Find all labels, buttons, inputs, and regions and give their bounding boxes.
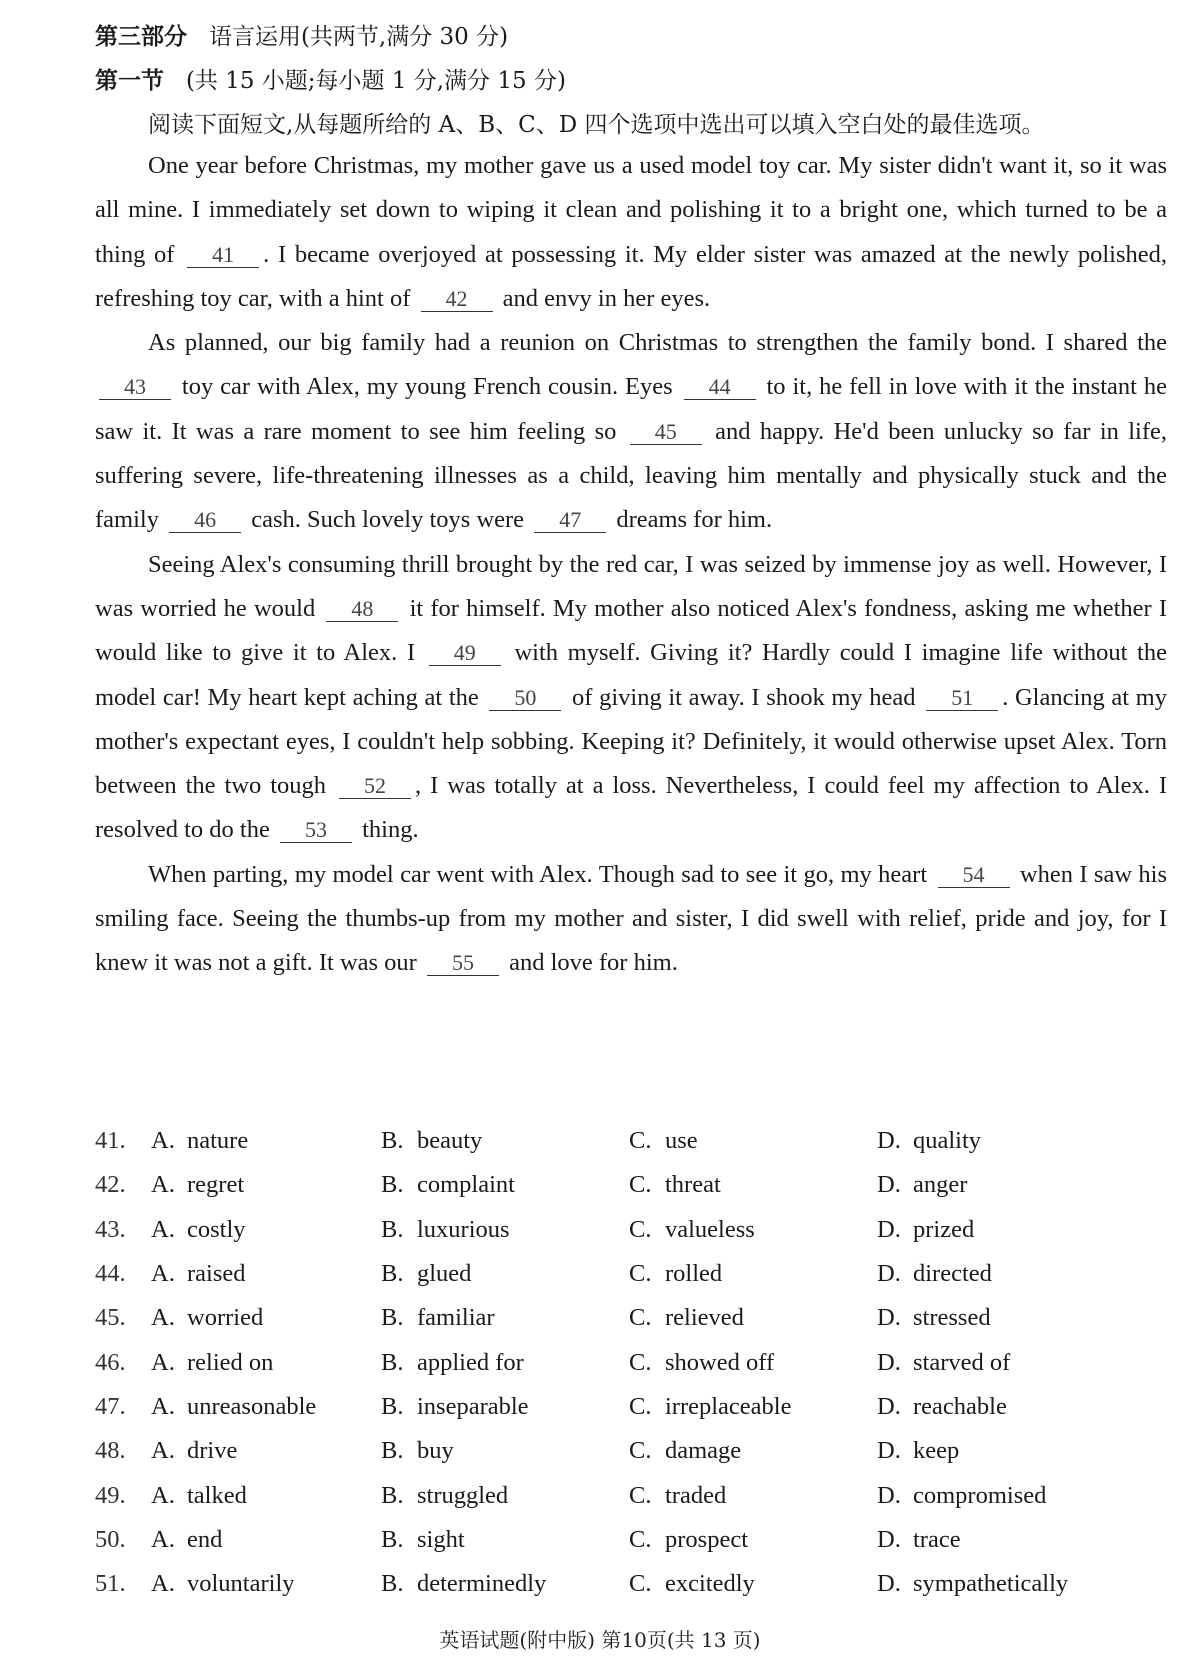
- option-letter: C.: [629, 1481, 652, 1509]
- part-heading: [95, 18, 508, 51]
- option-text: prized: [913, 1215, 975, 1243]
- option-text: compromised: [913, 1481, 1047, 1509]
- option-text: familiar: [417, 1304, 495, 1332]
- blank-53: 53: [280, 818, 352, 843]
- option-a: [151, 1171, 381, 1199]
- option-d: [877, 1216, 1137, 1244]
- part-title: 第三部分: [95, 24, 187, 50]
- option-c: [629, 1260, 877, 1288]
- option-a: [151, 1216, 381, 1244]
- paragraph-4: [95, 853, 1167, 986]
- option-letter: A.: [151, 1348, 175, 1376]
- option-a: [151, 1304, 381, 1332]
- option-b: [381, 1349, 629, 1377]
- option-letter: B.: [381, 1304, 404, 1332]
- question-number: 50.: [95, 1525, 126, 1553]
- passage-text: it for himself. My mother also noticed Alex's fondness, asking me whether I would like to give it to Alex. I: [95, 594, 1167, 667]
- option-letter: B.: [381, 1392, 404, 1420]
- blank-49: 49: [429, 641, 501, 666]
- question-row: [95, 1429, 1175, 1473]
- option-d: [877, 1304, 1137, 1332]
- option-text: use: [665, 1127, 698, 1155]
- option-b: [381, 1393, 629, 1421]
- section-heading: [95, 62, 566, 95]
- question-row: [95, 1119, 1175, 1163]
- option-text: starved of: [913, 1348, 1011, 1376]
- option-text: talked: [187, 1481, 247, 1509]
- option-a: [151, 1437, 381, 1465]
- option-letter: C.: [629, 1127, 652, 1155]
- option-text: worried: [187, 1304, 264, 1332]
- option-letter: D.: [877, 1127, 901, 1155]
- option-text: threat: [665, 1171, 721, 1199]
- question-row: [95, 1252, 1175, 1296]
- option-d: [877, 1171, 1137, 1199]
- option-text: costly: [187, 1215, 246, 1243]
- question-row: [95, 1518, 1175, 1562]
- option-b: [381, 1304, 629, 1332]
- option-letter: D.: [877, 1171, 901, 1199]
- passage-text: dreams for him.: [610, 506, 773, 534]
- option-text: trace: [913, 1525, 961, 1553]
- option-letter: B.: [381, 1171, 404, 1199]
- option-text: traded: [665, 1481, 727, 1509]
- option-d: [877, 1349, 1137, 1377]
- option-c: [629, 1349, 877, 1377]
- passage-text: , I was totally at a loss. Nevertheless, I could feel my affection to Alex. I resolved to do the: [95, 772, 1167, 844]
- option-letter: C.: [629, 1525, 652, 1553]
- option-letter: A.: [151, 1481, 175, 1509]
- option-letter: C.: [629, 1260, 652, 1288]
- option-a: [151, 1526, 381, 1554]
- option-letter: C.: [629, 1304, 652, 1332]
- option-b: [381, 1127, 629, 1155]
- option-letter: A.: [151, 1392, 175, 1420]
- passage-text: thing.: [356, 816, 419, 844]
- option-text: valueless: [665, 1215, 755, 1243]
- question-row: [95, 1296, 1175, 1340]
- blank-42: 42: [421, 287, 493, 312]
- question-row: [95, 1473, 1175, 1517]
- option-d: [877, 1570, 1137, 1598]
- option-letter: D.: [877, 1392, 901, 1420]
- question-number: 41.: [95, 1127, 126, 1155]
- option-text: relieved: [665, 1304, 744, 1332]
- option-text: quality: [913, 1127, 982, 1155]
- option-text: excitedly: [665, 1570, 755, 1598]
- option-c: [629, 1526, 877, 1554]
- blank-41: 41: [187, 243, 259, 268]
- question-number: 51.: [95, 1570, 126, 1598]
- option-text: beauty: [417, 1127, 483, 1155]
- blank-50: 50: [489, 686, 561, 711]
- option-text: drive: [187, 1437, 238, 1465]
- option-text: showed off: [665, 1348, 775, 1376]
- paragraph-2: [95, 321, 1167, 542]
- option-text: complaint: [417, 1171, 515, 1199]
- option-text: end: [187, 1525, 223, 1553]
- blank-45: 45: [630, 420, 702, 445]
- option-a: [151, 1127, 381, 1155]
- option-c: [629, 1171, 877, 1199]
- question-number: 44.: [95, 1260, 126, 1288]
- option-text: nature: [187, 1127, 249, 1155]
- option-letter: B.: [381, 1215, 404, 1243]
- option-c: [629, 1127, 877, 1155]
- option-b: [381, 1260, 629, 1288]
- blank-43: 43: [99, 375, 171, 400]
- option-c: [629, 1393, 877, 1421]
- option-letter: D.: [877, 1481, 901, 1509]
- option-letter: A.: [151, 1570, 175, 1598]
- option-d: [877, 1482, 1137, 1510]
- option-letter: B.: [381, 1127, 404, 1155]
- blank-55: 55: [427, 951, 499, 976]
- option-letter: B.: [381, 1260, 404, 1288]
- question-number: 47.: [95, 1392, 126, 1420]
- passage-text: to it, he fell in love with it the instant he saw it. It was a rare moment to see him feeling so: [95, 373, 1167, 445]
- answer-options: [95, 1119, 1175, 1606]
- option-text: unreasonable: [187, 1392, 317, 1420]
- option-letter: B.: [381, 1437, 404, 1465]
- blank-48: 48: [326, 597, 398, 622]
- blank-54: 54: [938, 863, 1010, 888]
- option-text: stressed: [913, 1304, 991, 1332]
- option-c: [629, 1482, 877, 1510]
- option-c: [629, 1216, 877, 1244]
- passage-text: When parting, my model car went with Alex. Though sad to see it go, my heart: [148, 860, 934, 888]
- option-b: [381, 1570, 629, 1598]
- option-text: directed: [913, 1260, 992, 1288]
- question-row: [95, 1163, 1175, 1207]
- option-text: damage: [665, 1437, 742, 1465]
- option-a: [151, 1482, 381, 1510]
- section-info: (共 15 小题;每小题 1 分,满分 15 分): [185, 68, 566, 94]
- passage-text: . I became overjoyed at possessing it. My elder sister was amazed at the newly polished, refreshing toy car, with a hint of: [95, 240, 1167, 312]
- option-letter: B.: [381, 1348, 404, 1376]
- option-letter: C.: [629, 1437, 652, 1465]
- passage-text: with myself. Giving it? Hardly could I imagine life without the model car! My heart kept aching at the: [95, 639, 1167, 711]
- option-letter: D.: [877, 1215, 901, 1243]
- option-letter: D.: [877, 1570, 901, 1598]
- option-text: sight: [417, 1525, 465, 1553]
- blank-44: 44: [684, 375, 756, 400]
- option-text: irreplaceable: [665, 1392, 792, 1420]
- passage-text: cash. Such lovely toys were: [245, 506, 531, 534]
- option-text: regret: [187, 1171, 245, 1199]
- option-letter: D.: [877, 1437, 901, 1465]
- option-letter: A.: [151, 1127, 175, 1155]
- option-b: [381, 1216, 629, 1244]
- option-text: relied on: [187, 1348, 274, 1376]
- option-b: [381, 1171, 629, 1199]
- option-letter: A.: [151, 1437, 175, 1465]
- option-c: [629, 1304, 877, 1332]
- passage-text: One year before Christmas, my mother gave us a used model toy car. My sister didn't want it, so it was all mine. I immediately set down to wiping it clean and polishing it to a bright one, which turned to be a thing of: [95, 152, 1167, 268]
- option-b: [381, 1437, 629, 1465]
- option-letter: A.: [151, 1260, 175, 1288]
- option-text: buy: [417, 1437, 454, 1465]
- instruction: 阅读下面短文,从每题所给的 A、B、C、D 四个选项中选出可以填入空白处的最佳选项。: [148, 112, 1045, 138]
- passage-text: and happy. He'd been unlucky so far in life, suffering severe, life-threatening illnesses as a child, leaving him mentally and physically stuck and the family: [95, 417, 1168, 534]
- option-a: [151, 1393, 381, 1421]
- option-b: [381, 1482, 629, 1510]
- option-d: [877, 1127, 1137, 1155]
- option-letter: C.: [629, 1348, 652, 1376]
- option-letter: D.: [877, 1348, 901, 1376]
- passage: [95, 144, 1167, 986]
- option-text: voluntarily: [187, 1570, 295, 1598]
- passage-text: Seeing Alex's consuming thrill brought by the red car, I was seized by immense joy as well. However, I was worried he would: [95, 550, 1167, 622]
- option-text: sympathetically: [913, 1570, 1069, 1598]
- option-text: luxurious: [417, 1215, 510, 1243]
- section-title: 第一节: [95, 68, 164, 94]
- passage-text: of giving it away. I shook my head: [565, 683, 923, 711]
- option-text: anger: [913, 1171, 968, 1199]
- paragraph-3: [95, 543, 1167, 853]
- option-text: struggled: [417, 1481, 509, 1509]
- blank-46: 46: [169, 508, 241, 533]
- option-d: [877, 1526, 1137, 1554]
- option-text: rolled: [665, 1260, 723, 1288]
- blank-47: 47: [534, 508, 606, 533]
- paragraph-1: [95, 144, 1167, 321]
- option-d: [877, 1437, 1137, 1465]
- question-number: 49.: [95, 1481, 126, 1509]
- option-letter: B.: [381, 1481, 404, 1509]
- question-number: 46.: [95, 1348, 126, 1376]
- passage-text: and love for him.: [502, 949, 678, 977]
- option-c: [629, 1570, 877, 1598]
- option-letter: A.: [151, 1525, 175, 1553]
- question-row: [95, 1385, 1175, 1429]
- option-d: [877, 1393, 1137, 1421]
- option-text: reachable: [913, 1392, 1007, 1420]
- question-number: 45.: [95, 1304, 126, 1332]
- passage-text: . Glancing at my mother's expectant eyes, I couldn't help sobbing. Keeping it? Definitely, it would otherwise upset Alex. Torn between the two tough: [95, 683, 1167, 800]
- question-row: [95, 1340, 1175, 1384]
- blank-51: 51: [926, 686, 998, 711]
- option-letter: C.: [629, 1171, 652, 1199]
- option-b: [381, 1526, 629, 1554]
- option-letter: B.: [381, 1525, 404, 1553]
- option-letter: B.: [381, 1570, 404, 1598]
- option-a: [151, 1349, 381, 1377]
- part-subtitle: 语言运用(共两节,满分 30 分): [208, 24, 509, 50]
- question-row: [95, 1208, 1175, 1252]
- option-letter: C.: [629, 1215, 652, 1243]
- option-text: inseparable: [417, 1392, 529, 1420]
- question-row: [95, 1562, 1175, 1606]
- option-letter: A.: [151, 1215, 175, 1243]
- page-footer: 英语试题(附中版) 第10页(共 13 页): [439, 1628, 761, 1652]
- option-a: [151, 1260, 381, 1288]
- option-letter: D.: [877, 1525, 901, 1553]
- option-text: keep: [913, 1437, 960, 1465]
- blank-52: 52: [339, 774, 411, 799]
- option-text: applied for: [417, 1348, 524, 1376]
- option-text: determinedly: [417, 1570, 547, 1598]
- option-letter: D.: [877, 1260, 901, 1288]
- question-number: 42.: [95, 1171, 126, 1199]
- option-letter: C.: [629, 1570, 652, 1598]
- question-number: 43.: [95, 1215, 126, 1243]
- option-text: raised: [187, 1260, 246, 1288]
- option-text: prospect: [665, 1525, 748, 1553]
- option-letter: C.: [629, 1392, 652, 1420]
- passage-text: and envy in her eyes.: [496, 284, 711, 312]
- option-letter: A.: [151, 1171, 175, 1199]
- option-d: [877, 1260, 1137, 1288]
- option-text: glued: [417, 1260, 472, 1288]
- passage-text: when I saw his smiling face. Seeing the thumbs-up from my mother and sister, I did swell with relief, pride and joy, for I knew it was not a gift. It was our: [95, 860, 1167, 977]
- option-a: [151, 1570, 381, 1598]
- passage-text: toy car with Alex, my young French cousin. Eyes: [175, 373, 680, 401]
- passage-text: As planned, our big family had a reunion on Christmas to strengthen the family bond. I shared the: [148, 329, 1167, 357]
- option-letter: A.: [151, 1304, 175, 1332]
- option-letter: D.: [877, 1304, 901, 1332]
- question-number: 48.: [95, 1437, 126, 1465]
- option-c: [629, 1437, 877, 1465]
